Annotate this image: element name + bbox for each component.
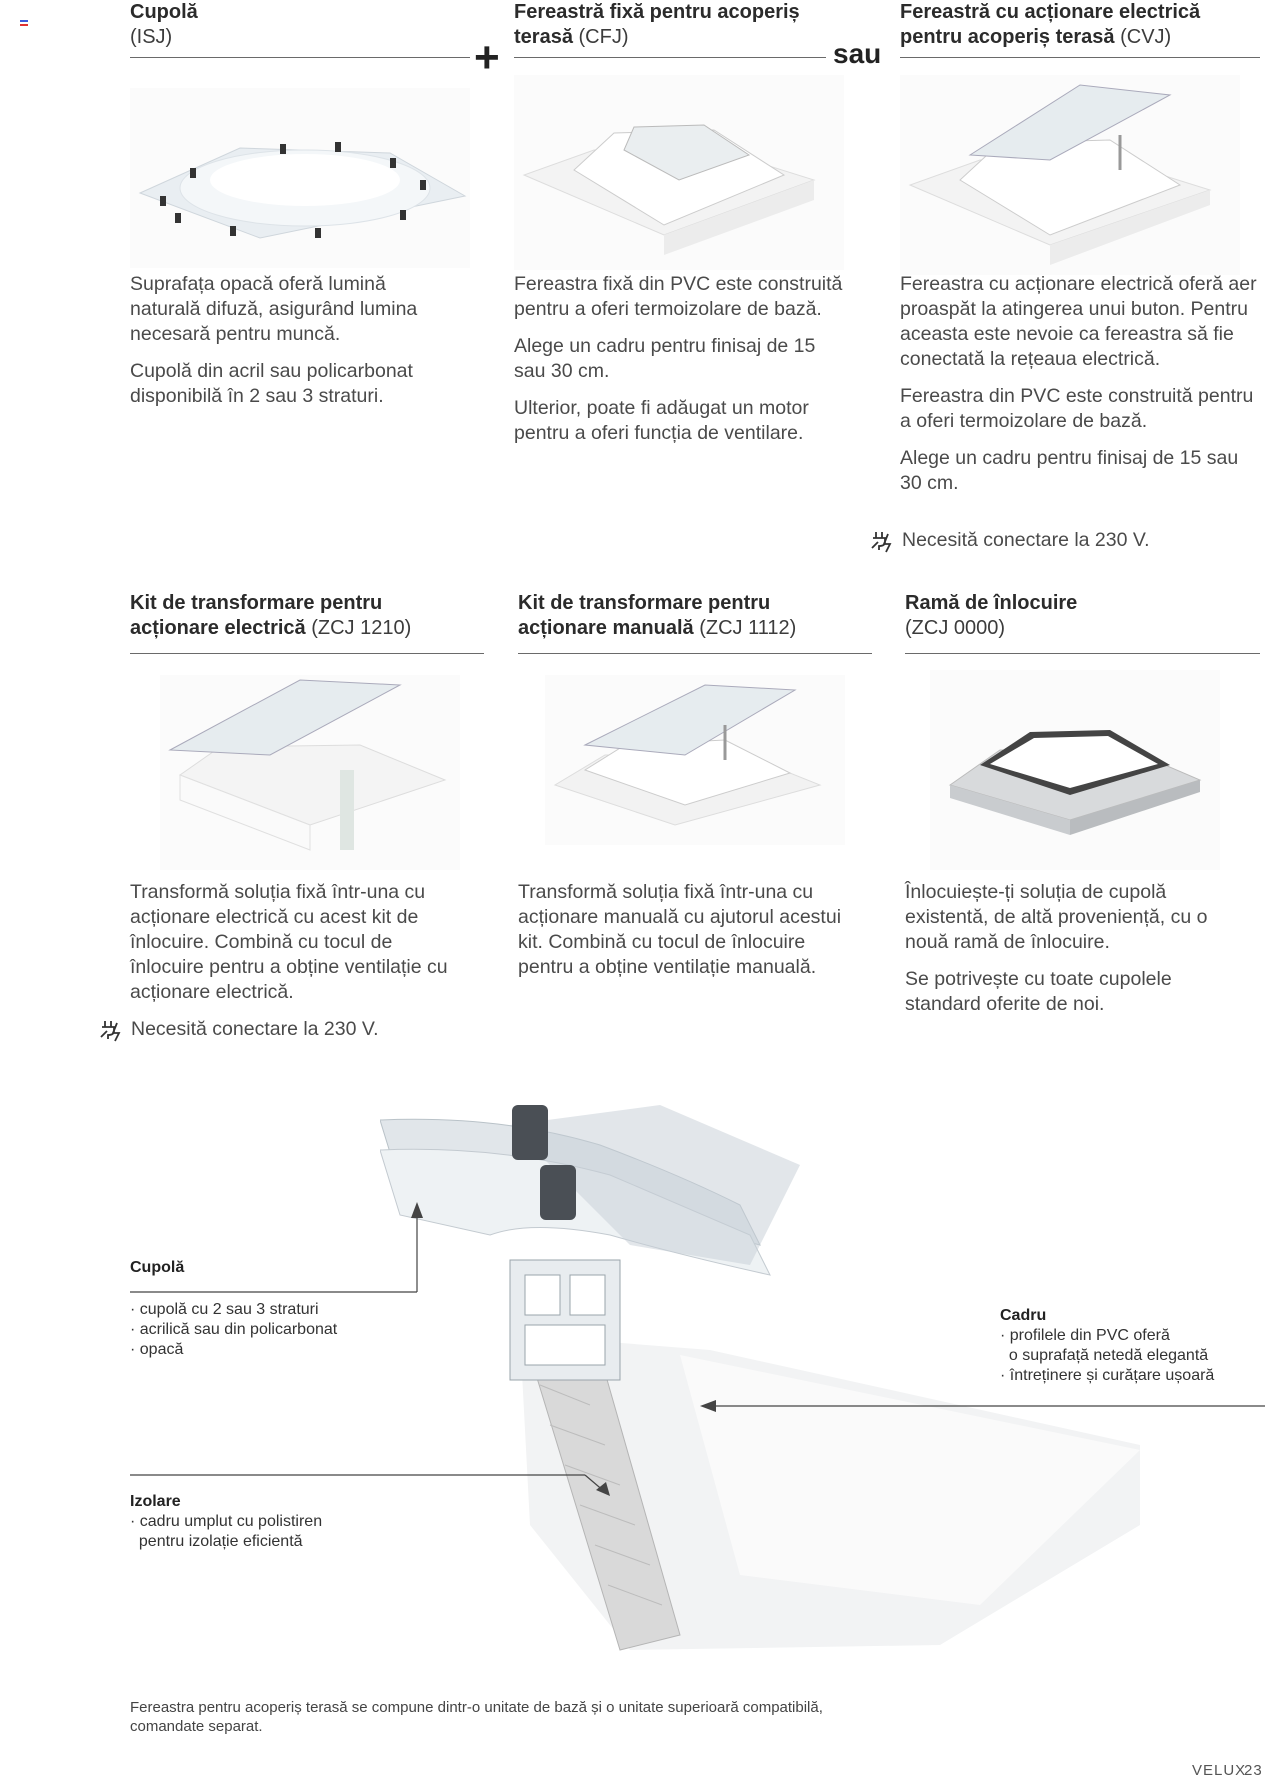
- product-description-zcj0000: Înlocuiește-ți soluția de cupolă existentă, de altă proveniență, cu o nouă ramă de înlocuire. Se potrivește cu toate cupolele standard oferite de noi.: [905, 881, 1208, 1015]
- product-description-zcj1210: Transformă soluția fixă într-una cu acționare electrică cu acest kit de înlocuire. Combină cu tocul de înlocuire pentru a obține ventilație cu acționare electrică.: [130, 881, 448, 1003]
- brand-name: VELUX: [1192, 1762, 1247, 1779]
- divider: [518, 653, 872, 654]
- cadru-label-title: Cadru: [1000, 1307, 1047, 1324]
- electric-window-cvj-image: [900, 75, 1240, 275]
- product-title-cfj: Fereastră fixă pentru acoperiș terasă (CFJ): [514, 1, 800, 48]
- plug-icon: [97, 1015, 125, 1043]
- cadru-arrow: [700, 1396, 1265, 1416]
- product-description-isj: Suprafața opacă oferă lumină naturală difuză, asigurând lumina necesară pentru muncă. Cupolă din acril sau policarbonat disponibilă în 2 sau 3 straturi.: [130, 273, 418, 407]
- flag-icon: [20, 20, 28, 26]
- plug-icon: [868, 526, 896, 554]
- plus-sign: +: [474, 33, 500, 82]
- replacement-frame-image: [930, 670, 1220, 870]
- power-note-zcj1210: Necesită conectare la 230 V.: [97, 1015, 379, 1043]
- divider: [900, 57, 1260, 58]
- or-label: sau: [833, 38, 882, 69]
- product-description-cfj: Fereastra fixă din PVC este construită pentru a oferi termoizolare de bază. Alege un cadru pentru finisaj de 15 sau 30 cm. Ulterior, poate fi adăugat un motor pentru a oferi funcția de ventilare.: [514, 273, 843, 444]
- product-title-isj: Cupolă (ISJ): [130, 1, 198, 48]
- izolare-label-title: Izolare: [130, 1493, 181, 1510]
- page-number: 23: [1244, 1762, 1263, 1779]
- dome-isj-image: [130, 88, 470, 268]
- izolare-arrow: [130, 1470, 610, 1500]
- product-description-zcj1112: Transformă soluția fixă într-una cu acționare manuală cu ajutorul acestui kit. Combină cu tocul de înlocuire pentru a obține ventilație manuală.: [518, 881, 842, 978]
- divider: [514, 57, 826, 58]
- divider: [130, 57, 470, 58]
- cupola-label-title: Cupolă: [130, 1259, 185, 1276]
- izolare-label-items: · cadru umplut cu polistiren pentru izolație eficientă: [130, 1513, 323, 1550]
- product-title-zcj0000: Ramă de înlocuire (ZCJ 0000): [905, 592, 1078, 639]
- divider: [130, 653, 484, 654]
- product-title-zcj1210: Kit de transformare pentru acționare electrică (ZCJ 1210): [130, 592, 412, 639]
- divider: [905, 653, 1260, 654]
- footnote: Fereastra pentru acoperiș terasă se compune dintr-o unitate de bază și o unitate superioară compatibilă, comandate separat.: [130, 1699, 823, 1735]
- product-description-cvj: Fereastra cu acționare electrică oferă aer proaspăt la atingerea unui buton. Pentru aceasta este nevoie ca fereastra să fie conectată la rețeaua electrică. Fereastra din PVC este construită pentru a oferi termoizolare de bază. Alege un cadru pentru finisaj de 15 sau 30 cm.: [900, 273, 1257, 494]
- product-title-zcj1112: Kit de transformare pentru acționare manuală (ZCJ 1112): [518, 592, 797, 639]
- fixed-window-cfj-image: [514, 75, 844, 270]
- manual-kit-image: [545, 675, 845, 845]
- cupola-label-items: · cupolă cu 2 sau 3 straturi · acrilică sau din policarbonat · opacă: [130, 1301, 338, 1358]
- product-title-cvj: Fereastră cu acționare electrică pentru acoperiș terasă (CVJ): [900, 1, 1201, 48]
- electric-kit-image: [160, 675, 460, 870]
- cadru-label-items: · profilele din PVC oferă o suprafață netedă elegantă · întreținere și curățare ușoară: [1000, 1327, 1215, 1384]
- cupola-arrow: [130, 1200, 430, 1300]
- power-note-cvj: Necesită conectare la 230 V.: [868, 526, 1150, 554]
